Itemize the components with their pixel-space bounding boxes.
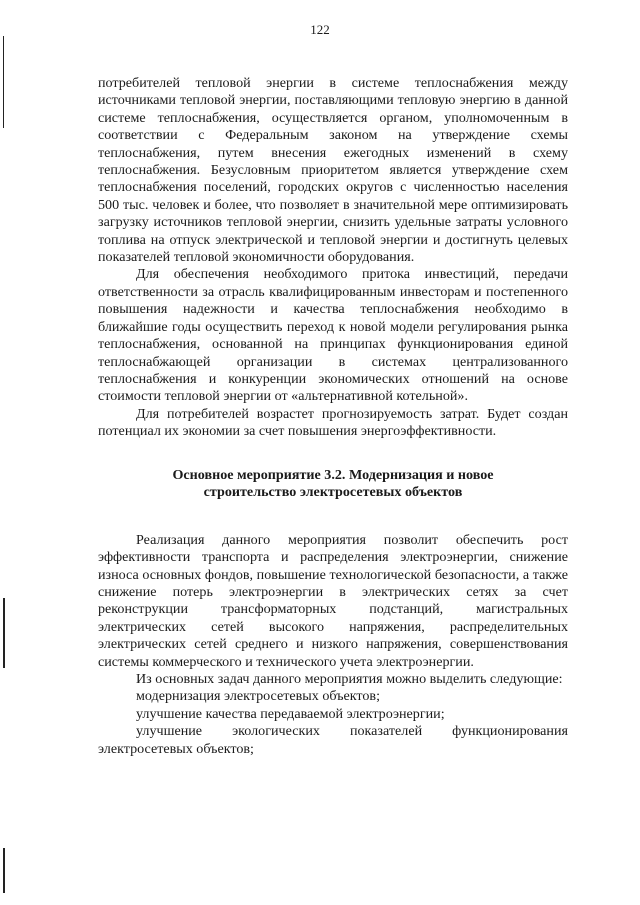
section-heading: [98, 467, 568, 502]
paragraph-continuation: потребителей тепловой энергии в системе теплоснабжения между источниками тепловой энергии, поставляющими тепловую энергию в данной системе теплоснабжения, осуществляется органом, уполномоченным в соответствии с Федеральным законом на утверждение схемы теплоснабжения, путем внесения ежегодных изменений в схему теплоснабжения. Безусловным приоритетом является утверждение схем теплоснабжения поселений, городских округов с численностью населения 500 тыс. человек и более, что позволяет в значительной мере оптимизировать загрузку источников тепловой энергии, снизить удельные затраты условного топлива на отпуск электрической и тепловой энергии и достигнуть целевых показателей тепловой экономичности оборудования.: [98, 75, 568, 266]
list-item-quality: улучшение качества передаваемой электроэнергии;: [136, 705, 445, 722]
paragraph-investments: Для обеспечения необходимого притока инвестиций, передачи ответственности за отрасль квалифицированным инвесторам и постепенного повышения надежности и качества теплоснабжения необходимо в ближайшие годы осуществить переход к новой модели регулирования рынка теплоснабжения, основанной на принципах функционирования единой теплоснабжающей организации в системах централизованного теплоснабжения и конкуренции экономических отношений на основе стоимости тепловой энергии от «альтернативной котельной».: [98, 266, 568, 405]
scan-edge-mark-middle: [3, 598, 5, 668]
scan-edge-mark-top: [3, 36, 4, 128]
list-item-modernization: модернизация электросетевых объектов;: [136, 688, 381, 705]
paragraph-implementation: Реализация данного мероприятия позволит обеспечить рост эффективности транспорта и распределения электроэнергии, снижение износа основных фондов, повышение технологической безопасности, а также снижение потерь электроэнергии в электрических сетях за счет реконструкции трансформаторных подстанций, магистральных электрических сетей высокого напряжения, распределительных электрических сетей среднего и низкого напряжения, совершенствования системы коммерческого и технического учета электроэнергии.: [98, 531, 568, 670]
section-heading-line-1: Основное мероприятие 3.2. Модернизация и новое: [172, 466, 494, 483]
list-item-ecology: улучшение экологических показателей функционирования электросетевых объектов;: [98, 723, 568, 757]
scan-edge-mark-bottom: [3, 848, 5, 893]
document-body: [98, 75, 568, 758]
page-number: 122: [310, 22, 330, 37]
section-heading-line-2: строительство электросетевых объектов: [203, 484, 463, 501]
paragraph-consumers: Для потребителей возрастет прогнозируемость затрат. Будет создан потенциал их экономии за счет повышения энергоэффективности.: [98, 405, 568, 440]
paragraph-tasks-intro: Из основных задач данного мероприятия можно выделить следующие:: [136, 670, 563, 687]
